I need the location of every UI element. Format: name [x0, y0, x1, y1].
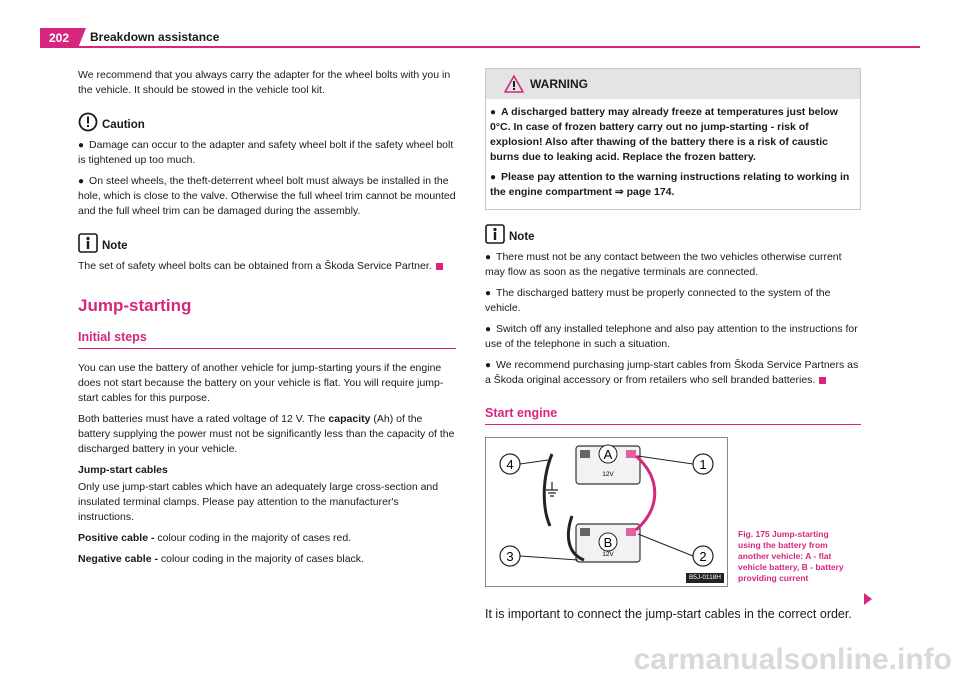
- note-label: Note: [102, 240, 128, 252]
- callout-number-3: 3: [506, 549, 514, 564]
- subsection-title: Initial steps: [78, 330, 456, 349]
- figure: [485, 437, 861, 587]
- paragraph: Only use jump-start cables which have an adequately large cross-section and insulated terminal clamps. Please pay attention to the manufacturer's instructions.: [78, 481, 439, 523]
- note-label: Note: [509, 231, 535, 243]
- battery-b-positive-terminal: [626, 528, 636, 536]
- left-column: [78, 68, 456, 573]
- page-header: [40, 28, 920, 48]
- warning-bullet: ● Please pay attention to the warning instructions relating to working in the engine compartment ⇒ page 174.: [490, 171, 850, 198]
- page-number: 202: [40, 28, 78, 48]
- right-column: [485, 68, 861, 628]
- battery-a-positive-terminal: [626, 450, 636, 458]
- paragraph: You can use the battery of another vehicle for jump-starting yours if the engine does not start because the battery on your vehicle is flat. You will require jump-start cables for this purpose.: [78, 362, 444, 404]
- callout-leader: [520, 460, 548, 464]
- battery-a-negative-terminal: [580, 450, 590, 458]
- callout-leader: [638, 534, 693, 556]
- warning-box: [485, 68, 861, 210]
- warning-body: [486, 99, 860, 209]
- chapter-title: Breakdown assistance: [90, 30, 220, 44]
- note-icon: [78, 233, 98, 253]
- figure-caption: Fig. 175 Jump-starting using the battery from another vehicle: A - flat vehicle battery, B - battery providing current: [738, 529, 844, 583]
- page-reference-link[interactable]: ⇒ page 174.: [614, 186, 675, 198]
- battery-b-voltage: 12V: [602, 551, 614, 558]
- caution-bullet: ● Damage can occur to the adapter and safety wheel bolt if the safety wheel bolt is tightened up too much.: [78, 139, 454, 166]
- note-bullet: ● The discharged battery must be properly connected to the system of the vehicle.: [485, 287, 831, 314]
- note-heading: [78, 231, 456, 253]
- battery-diagram-illustration: [486, 438, 727, 586]
- cables-heading: Jump-start cables: [78, 464, 168, 476]
- next-page-arrow-icon[interactable]: [864, 593, 872, 605]
- caution-label: Caution: [102, 119, 145, 131]
- note-bullet: ● We recommend purchasing jump-start cables from Škoda Service Partners as a Škoda original accessory or from retailers who sell branded batteries.: [485, 359, 859, 386]
- callout-leader: [638, 456, 693, 464]
- paragraph: Both batteries must have a rated voltage of 12 V. The capacity (Ah) of the battery supplying the power must not be significantly less than the capacity of the discharged battery in your vehicle.: [78, 413, 455, 455]
- battery-a-label: A: [603, 447, 613, 462]
- warning-label: WARNING: [530, 76, 588, 91]
- note-bullet: ● There must not be any contact between the two vehicles otherwise current may flow as soon as the negative terminals are connected.: [485, 251, 842, 278]
- end-of-section-mark: [436, 263, 443, 270]
- intro-paragraph: We recommend that you always carry the adapter for the wheel bolts with you in the vehicle. It should be stowed in the vehicle tool kit.: [78, 69, 451, 96]
- warning-heading: [486, 69, 860, 99]
- caution-icon: [78, 112, 98, 132]
- battery-b-label: B: [603, 535, 613, 550]
- note-text: The set of safety wheel bolts can be obtained from a Škoda Service Partner.: [78, 259, 456, 274]
- callout-number-4: 4: [506, 457, 514, 472]
- callout-number-2: 2: [699, 549, 707, 564]
- final-paragraph: It is important to connect the jump-start cables in the correct order.: [485, 607, 852, 621]
- positive-cable: Positive cable - colour coding in the majority of cases red.: [78, 532, 352, 544]
- warning-icon: [504, 75, 524, 93]
- negative-cable: Negative cable - colour coding in the majority of cases black.: [78, 553, 364, 565]
- note-heading: [485, 222, 861, 244]
- header-rule: [78, 46, 920, 48]
- note-icon: [485, 224, 505, 244]
- subsection-title: Start engine: [485, 406, 861, 425]
- end-of-section-mark: [819, 377, 826, 384]
- section-title: Jump-starting: [78, 296, 192, 315]
- ground-symbol: [546, 482, 558, 496]
- note-bullet: ● Switch off any installed telephone and also pay attention to the instructions for use of the telephone in such a situation.: [485, 323, 858, 350]
- battery-b-negative-terminal: [580, 528, 590, 536]
- caution-heading: [78, 110, 456, 132]
- figure-code: B5J-0118H: [686, 573, 724, 583]
- callout-leader: [520, 556, 578, 560]
- battery-a-voltage: 12V: [602, 471, 614, 478]
- caution-bullet: ● On steel wheels, the theft-deterrent wheel bolt must always be installed in the hole, which is close to the valve. Otherwise the full wheel trim cannot be mounted and the full wheel trim can be damaged during the assembly.: [78, 175, 456, 217]
- callout-number-1: 1: [699, 457, 707, 472]
- watermark: carmanualsonline.info: [633, 643, 952, 673]
- jump-start-diagram: [485, 437, 728, 587]
- warning-bullet: ● A discharged battery may already freeze at temperatures just below 0°C. In case of frozen battery carry out no jump-starting - risk of explosion! Also after thawing of the battery there is a risk of caustic burns due to leaking acid. Replace the frozen battery.: [490, 106, 838, 163]
